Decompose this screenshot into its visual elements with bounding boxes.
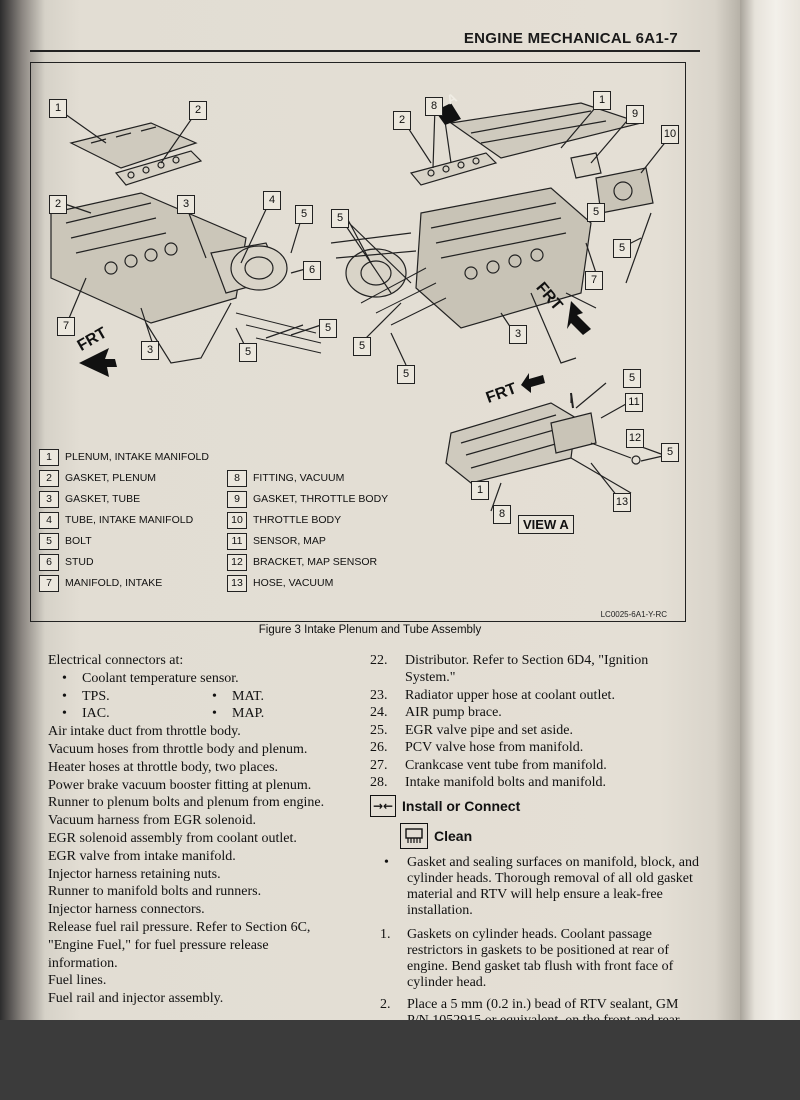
text-line: EGR valve from intake manifold. bbox=[48, 848, 236, 864]
callout-1b: 1 bbox=[593, 91, 611, 110]
callout-1: 1 bbox=[49, 99, 67, 118]
clean-heading: Clean bbox=[370, 823, 700, 849]
figure-3 bbox=[30, 62, 686, 622]
step-23: 23. Radiator upper hose at coolant outlet. bbox=[370, 687, 615, 703]
legend-item-3: 3 GASKET, TUBE bbox=[39, 491, 140, 507]
callout-6: 6 bbox=[303, 261, 321, 280]
legend-item-11: 11 SENSOR, MAP bbox=[227, 533, 326, 549]
figure-code: LC0025-6A1-Y-RC bbox=[600, 610, 667, 619]
callout-2c: 2 bbox=[393, 111, 411, 130]
install-connect-icon: →← bbox=[370, 795, 396, 817]
text-line: Injector harness retaining nuts. bbox=[48, 866, 221, 882]
page-edge bbox=[740, 0, 800, 1020]
legend-item-12: 12 BRACKET, MAP SENSOR bbox=[227, 554, 377, 570]
text-line: Fuel rail and injector assembly. bbox=[48, 991, 224, 1007]
callout-13: 13 bbox=[613, 493, 631, 512]
callout-5b: 5 bbox=[319, 319, 337, 338]
legend-item-1: 1 PLENUM, INTAKE MANIFOLD bbox=[39, 449, 209, 465]
page-header: ENGINE MECHANICAL 6A1-7 bbox=[463, 30, 678, 47]
callout-4: 4 bbox=[263, 191, 281, 210]
left-column bbox=[48, 652, 358, 1008]
text-line: Vacuum hoses from throttle body and plenum. bbox=[48, 741, 308, 757]
callout-3b: 3 bbox=[141, 341, 159, 360]
callout-5: 5 bbox=[295, 205, 313, 224]
front-arrow-label-view-a: FRT bbox=[483, 380, 519, 407]
callout-8: 8 bbox=[425, 97, 443, 116]
text-line: Power brake vacuum booster fitting at plenum. bbox=[48, 777, 312, 793]
legend-item-7: 7 MANIFOLD, INTAKE bbox=[39, 575, 162, 591]
bullet-item: • IAC. • MAP. bbox=[62, 706, 265, 722]
callout-5e: 5 bbox=[587, 203, 605, 222]
legend-item-6: 6 STUD bbox=[39, 554, 94, 570]
callout-10: 10 bbox=[661, 125, 679, 144]
text-line: Release fuel rail pressure. Refer to Section 6C, bbox=[48, 919, 311, 935]
callout-12: 12 bbox=[626, 429, 644, 448]
step-24: 24. AIR pump brace. bbox=[370, 705, 502, 720]
step-28: 28. Intake manifold bolts and manifold. bbox=[370, 775, 607, 790]
legend-item-4: 4 TUBE, INTAKE MANIFOLD bbox=[39, 512, 193, 528]
legend-item-5: 5 BOLT bbox=[39, 533, 92, 549]
text-line: Air intake duct from throttle body. bbox=[48, 724, 241, 740]
callout-7b: 7 bbox=[585, 271, 603, 290]
text-line: Runner to plenum bolts and plenum from engine. bbox=[48, 795, 325, 811]
callout-2: 2 bbox=[189, 101, 207, 120]
callout-5j: 5 bbox=[661, 443, 679, 462]
legend-item-2: 2 GASKET, PLENUM bbox=[39, 470, 156, 486]
callout-7: 7 bbox=[57, 317, 75, 336]
front-arrow-label-right: FRT bbox=[532, 279, 566, 315]
callout-3c: 3 bbox=[509, 325, 527, 344]
legend-item-10: 10 THROTTLE BODY bbox=[227, 512, 341, 528]
callout-5c: 5 bbox=[239, 343, 257, 362]
step-27: 27. Crankcase vent tube from manifold. bbox=[370, 757, 607, 773]
bullet-item: • Coolant temperature sensor. bbox=[62, 670, 239, 686]
text-line: EGR solenoid assembly from coolant outlet. bbox=[48, 830, 297, 846]
step-26: 26. PCV valve hose from manifold. bbox=[370, 740, 584, 755]
callout-5f: 5 bbox=[613, 239, 631, 258]
install-step-2: 2. Place a 5 mm (0.2 in.) bead of RTV sealant, GM bbox=[380, 997, 679, 1012]
step-22: 22. Distributor. Refer to Section 6D4, "Ignition System." bbox=[370, 653, 649, 685]
text-line: information. bbox=[48, 955, 118, 971]
figure-caption: Figure 3 Intake Plenum and Tube Assembly bbox=[258, 624, 482, 636]
callout-8b: 8 bbox=[493, 505, 511, 524]
front-arrow-label-left: FRT bbox=[74, 324, 111, 355]
callout-9: 9 bbox=[626, 105, 644, 124]
scan-background bbox=[0, 1020, 800, 1100]
text-line: "Engine Fuel," for fuel pressure release bbox=[48, 937, 269, 953]
callout-1c: 1 bbox=[471, 481, 489, 500]
bullet-item: • TPS. • MAT. bbox=[62, 688, 265, 704]
callout-5d: 5 bbox=[331, 209, 349, 228]
legend-item-9: 9 GASKET, THROTTLE BODY bbox=[227, 491, 388, 507]
text-line: Heater hoses at throttle body, two places. bbox=[48, 759, 279, 775]
install-heading: →← Install or Connect bbox=[370, 795, 700, 817]
clean-instruction: • Gasket and sealing surfaces on manifold, block, and cylinder heads. Thorough removal of all old gasket material and RTV will help ensure a leak-free installation. bbox=[384, 855, 699, 918]
legend-item-8: 8 FITTING, VACUUM bbox=[227, 470, 344, 486]
header-rule bbox=[30, 50, 700, 52]
install-step-1: 1. Gaskets on cylinder heads. Coolant passage restrictors in gaskets to be positioned at rear of engine. Bend gasket tab flush with front face of cylinder head. bbox=[380, 927, 674, 990]
text-line: Injector harness connectors. bbox=[48, 902, 205, 918]
callout-5i: 5 bbox=[623, 369, 641, 388]
callout-2b: 2 bbox=[49, 195, 67, 214]
callout-5h: 5 bbox=[397, 365, 415, 384]
text-line: Electrical connectors at: bbox=[48, 653, 184, 668]
text-line: Fuel lines. bbox=[48, 973, 107, 989]
callout-11: 11 bbox=[625, 393, 643, 412]
text-line: Runner to manifold bolts and runners. bbox=[48, 884, 262, 900]
view-tag: A bbox=[444, 89, 460, 108]
callout-3: 3 bbox=[177, 195, 195, 214]
step-25: 25. EGR valve pipe and set aside. bbox=[370, 722, 573, 738]
text-line: Vacuum harness from EGR solenoid. bbox=[48, 813, 257, 829]
view-a-label: VIEW A bbox=[518, 515, 574, 534]
callout-5g: 5 bbox=[353, 337, 371, 356]
legend-item-13: 13 HOSE, VACUUM bbox=[227, 575, 333, 591]
clean-icon bbox=[400, 823, 428, 849]
right-column bbox=[370, 652, 700, 1035]
